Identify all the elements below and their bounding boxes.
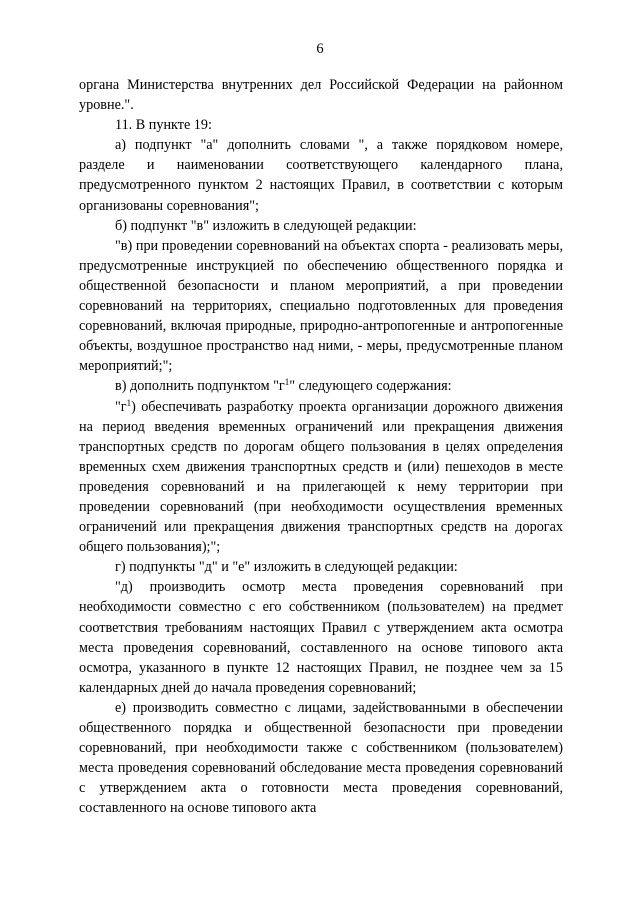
paragraph-subitem-g: г) подпункты "д" и "е" изложить в следующей редакции:	[115, 559, 458, 576]
paragraph-subitem-v	[79, 376, 563, 396]
superscript: 1	[126, 397, 132, 408]
paragraph-subitem-a: а) подпункт "а" дополнить словами ", а также порядковом номере, разделе и наименовании соответствующего календарного плана, предусмотренного пунктом 2 настоящих Правил, в соответствии с которым организованы соревнования";	[79, 137, 563, 214]
text-fragment: в) дополнить подпунктом "г	[115, 378, 285, 395]
paragraph-quote-e: е) производить совместно с лицами, задействованными в обеспечении общественного порядка и общественной безопасности при проведении соревнований, при необходимости также с собственником (пользователем) места проведения соревнований обследование места проведения соревнований с утверждением акта о готовности места проведения соревнований, составленного на основе типового акта	[79, 699, 563, 817]
superscript: 1	[284, 377, 290, 388]
text-fragment: "г	[115, 398, 127, 415]
paragraph-continuation: органа Министерства внутренних дел Российской Федерации на районном уровне.".	[79, 77, 563, 114]
document-body	[79, 75, 563, 818]
page-number: 6	[316, 41, 324, 57]
paragraph-quote-d: "д) производить осмотр места проведения соревнований при необходимости совместно с его собственником (пользователем) на предмет соответствия требованиям настоящих Правил с утверждением акта осмотра места проведения соревнований, составленного на основе типового акта осмотра, указанного в пункте 12 настоящих Правил, не позднее чем за 15 календарных дней до начала проведения соревнований;	[79, 579, 563, 696]
paragraph-item-11: 11. В пункте 19:	[115, 117, 212, 134]
paragraph-quote-v: "в) при проведении соревнований на объектах спорта - реализовать меры, предусмотренные инструкцией по обеспечению общественного порядка и общественной безопасности и планом мероприятий, а при проведении соревнований на территориях, специально подготовленных для проведения соревнований, включая природные, природно-антропогенные и антропогенные объекты, воздушное пространство над ними, - меры, предусмотренные планом мероприятий;";	[79, 237, 563, 375]
text-fragment: " следующего содержания:	[289, 378, 452, 395]
paragraph-subitem-b: б) подпункт "в" изложить в следующей редакции:	[115, 217, 417, 234]
text-fragment: ) обеспечивать разработку проекта организации дорожного движения на период введения временных ограничений или прекращения движения транспортных средств по дорогам общего пользования в целях определения временных схем движения транспортных средств и (или) пешеходов в месте проведения соревнований и на прилегающей к нему территории при проведении соревнований (при необходимости осуществления временных ограничений или прекращения движения транспортных средств на дорогах общего пользования);";	[79, 398, 563, 556]
paragraph-quote-g1	[79, 397, 563, 558]
